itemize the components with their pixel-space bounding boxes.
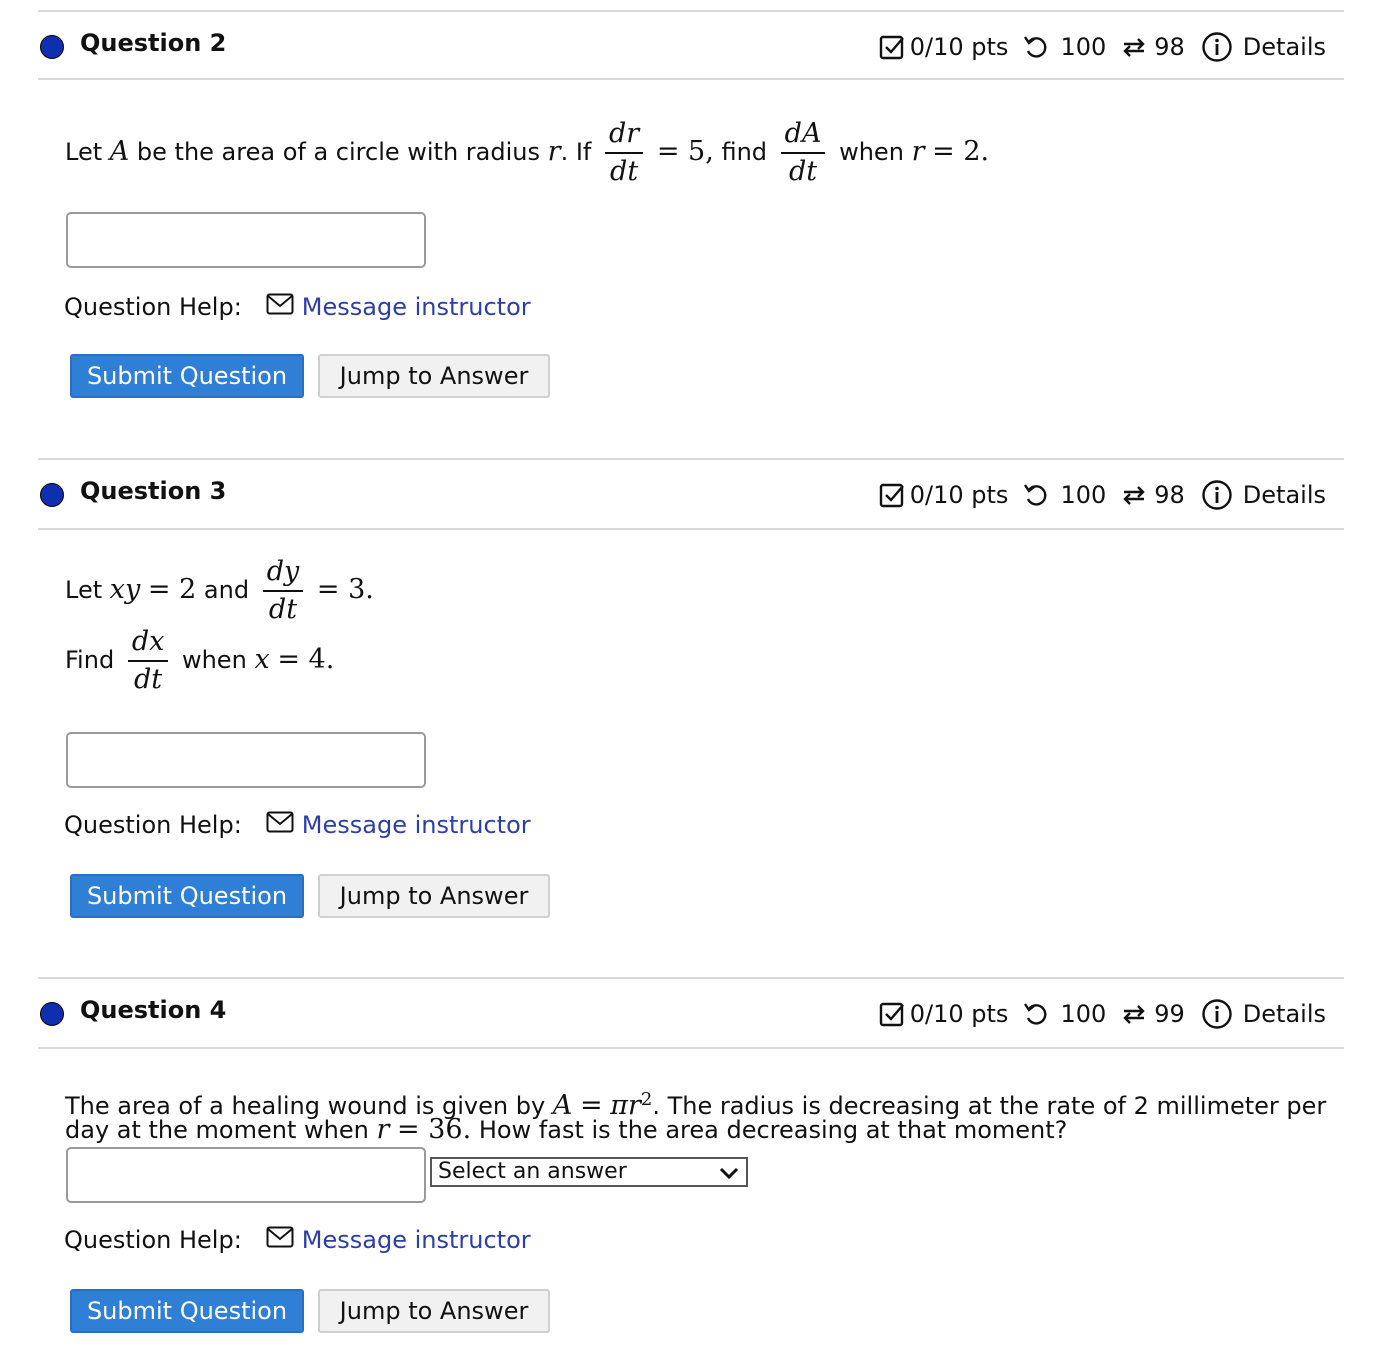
retries-count: 100 bbox=[1060, 481, 1107, 509]
math-var: A bbox=[109, 136, 130, 167]
details-link[interactable]: Details bbox=[1242, 1000, 1326, 1028]
question-meta bbox=[878, 997, 1326, 1031]
fraction bbox=[263, 554, 304, 628]
prompt-text: The area of a healing wound is given by bbox=[65, 1092, 546, 1120]
math-var: A bbox=[552, 1090, 573, 1121]
jump-to-answer-button[interactable]: Jump to Answer bbox=[318, 354, 550, 398]
prompt-text: How fast is the area decreasing at that moment? bbox=[478, 1116, 1068, 1144]
submit-button[interactable]: Submit Question bbox=[70, 874, 304, 918]
math-expr: = 3. bbox=[316, 574, 374, 605]
question-title: Question 4 bbox=[80, 996, 227, 1024]
question-prompt bbox=[65, 116, 989, 190]
fraction-numerator: dy bbox=[263, 554, 304, 592]
status-dot bbox=[40, 35, 64, 59]
retries-count: 100 bbox=[1060, 33, 1107, 61]
retries-count: 100 bbox=[1060, 1000, 1107, 1028]
fraction-denominator: dt bbox=[134, 664, 163, 695]
math-expr: = 2 bbox=[147, 574, 197, 605]
checkbox-icon bbox=[878, 1000, 906, 1028]
fraction bbox=[781, 116, 826, 190]
prompt-text: day at the moment when bbox=[65, 1116, 369, 1144]
fraction-denominator: dt bbox=[788, 156, 818, 187]
info-icon[interactable] bbox=[1201, 31, 1233, 63]
question-help bbox=[64, 292, 531, 322]
prompt-text: and bbox=[203, 576, 250, 604]
retry-icon bbox=[1022, 33, 1050, 61]
status-dot bbox=[40, 1002, 64, 1026]
mail-icon bbox=[266, 810, 294, 840]
submit-button[interactable]: Submit Question bbox=[70, 1289, 304, 1333]
prompt-text: Let bbox=[65, 576, 103, 604]
answer-input[interactable] bbox=[66, 1147, 426, 1203]
math-var: πr bbox=[610, 1090, 641, 1121]
prompt-text: Let bbox=[65, 138, 103, 166]
math-superscript: 2 bbox=[640, 1089, 653, 1110]
prompt-text: find bbox=[721, 138, 768, 166]
score-text: 0/10 pts bbox=[909, 1000, 1009, 1028]
math-var: x bbox=[254, 644, 270, 675]
math-var: r bbox=[376, 1114, 390, 1145]
fraction bbox=[605, 116, 643, 190]
checkbox-icon bbox=[878, 481, 906, 509]
checkbox-icon bbox=[878, 33, 906, 61]
math-var: xy bbox=[109, 574, 141, 605]
fraction-denominator: dt bbox=[268, 594, 298, 625]
question-meta bbox=[878, 478, 1326, 512]
question-title: Question 2 bbox=[80, 29, 227, 57]
submit-button[interactable]: Submit Question bbox=[70, 354, 304, 398]
message-instructor-link[interactable]: Message instructor bbox=[301, 293, 531, 321]
fraction-numerator: dA bbox=[781, 116, 826, 154]
prompt-text: . The radius is decreasing at the rate of 2 millimeter per bbox=[652, 1092, 1327, 1120]
math-expr: = 2. bbox=[932, 136, 990, 167]
fraction-numerator: dx bbox=[128, 624, 169, 662]
attempts-count: 98 bbox=[1154, 33, 1185, 61]
score-text: 0/10 pts bbox=[909, 481, 1009, 509]
help-label: Question Help: bbox=[64, 811, 242, 839]
fraction bbox=[128, 624, 169, 698]
prompt-text: be the area of a circle with radius bbox=[136, 138, 540, 166]
mail-icon bbox=[266, 1225, 294, 1255]
question-help bbox=[64, 810, 531, 840]
info-icon[interactable] bbox=[1201, 479, 1233, 511]
jump-to-answer-button[interactable]: Jump to Answer bbox=[318, 874, 550, 918]
select-value: Select an answer bbox=[438, 1159, 627, 1184]
prompt-text: . If bbox=[560, 138, 592, 166]
math-expr: = 4. bbox=[277, 644, 335, 675]
chevron-down-icon bbox=[718, 1163, 740, 1189]
details-link[interactable]: Details bbox=[1242, 33, 1326, 61]
question-header bbox=[38, 458, 1344, 530]
question-title: Question 3 bbox=[80, 477, 227, 505]
question-header bbox=[38, 977, 1344, 1049]
prompt-text: when bbox=[839, 138, 904, 166]
question-3 bbox=[38, 458, 1344, 910]
fraction-numerator: dr bbox=[605, 116, 643, 154]
info-icon[interactable] bbox=[1201, 998, 1233, 1030]
attempts-icon bbox=[1120, 481, 1148, 509]
question-prompt-line2 bbox=[65, 1115, 1067, 1145]
fraction-denominator: dt bbox=[610, 156, 639, 187]
message-instructor-link[interactable]: Message instructor bbox=[301, 811, 531, 839]
message-instructor-link[interactable]: Message instructor bbox=[301, 1226, 531, 1254]
prompt-text: Find bbox=[65, 646, 115, 674]
math-expr: = bbox=[579, 1090, 603, 1121]
status-dot bbox=[40, 483, 64, 507]
score-text: 0/10 pts bbox=[909, 33, 1009, 61]
help-label: Question Help: bbox=[64, 1226, 242, 1254]
prompt-text: when bbox=[181, 646, 247, 674]
attempts-count: 99 bbox=[1154, 1000, 1185, 1028]
answer-input[interactable] bbox=[66, 732, 426, 788]
help-label: Question Help: bbox=[64, 293, 242, 321]
question-2 bbox=[38, 10, 1344, 390]
question-prompt-line2 bbox=[65, 624, 334, 698]
question-help bbox=[64, 1225, 531, 1255]
details-link[interactable]: Details bbox=[1242, 481, 1326, 509]
attempts-icon bbox=[1120, 33, 1148, 61]
jump-to-answer-button[interactable]: Jump to Answer bbox=[318, 1289, 550, 1333]
attempts-icon bbox=[1120, 1000, 1148, 1028]
answer-input[interactable] bbox=[66, 212, 426, 268]
retry-icon bbox=[1022, 1000, 1050, 1028]
question-header bbox=[38, 10, 1344, 80]
retry-icon bbox=[1022, 481, 1050, 509]
attempts-count: 98 bbox=[1154, 481, 1185, 509]
unit-select[interactable] bbox=[430, 1157, 748, 1187]
math-expr: = 5, bbox=[656, 136, 714, 167]
math-var: r bbox=[911, 136, 925, 167]
question-meta bbox=[878, 30, 1326, 64]
math-var: r bbox=[547, 136, 561, 167]
question-prompt-line1 bbox=[65, 554, 374, 628]
math-expr: = 36. bbox=[397, 1114, 472, 1145]
mail-icon bbox=[266, 292, 294, 322]
